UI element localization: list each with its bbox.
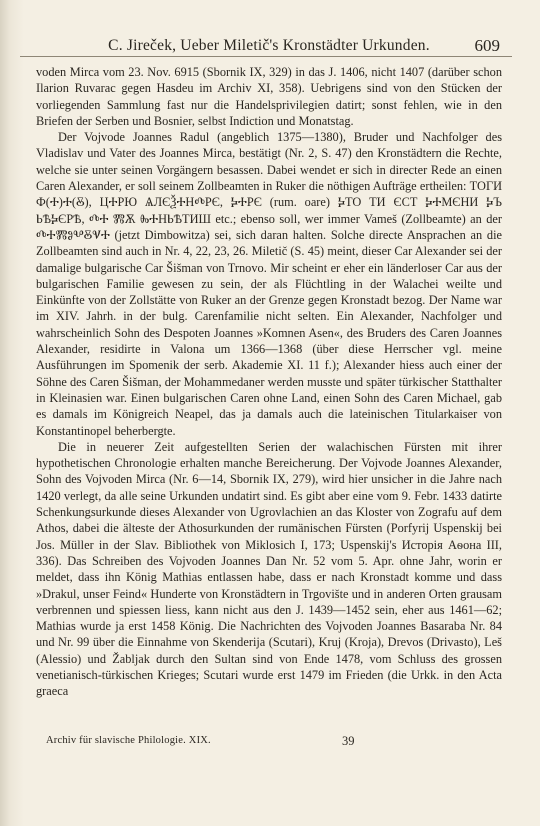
page-footer [36, 733, 502, 749]
journal-title: Archiv für slavische Philologie. XIX. [46, 735, 211, 746]
paragraph-3: Die in neuerer Zeit aufgestellten Serien der walachischen Fürsten mit ihrer hypothetischen Chronologie erhalten manche Bereicherung. Der Vojvode Joannes Alexander, Sohn des Vojvoden Mirca (Nr. 6—14, Sbornik IX, 279), wird hier unsicher in die Jahre nach 1420 verlegt, da alle seine Urkunden undatirt sind. Es gibt aber eine vom 9. Febr. 1433 datirte Schenkungsurkunde dieses Alexander von Ugrovlachien an das Kloster von Zografu auf dem Athos, dabei die älteste der Athosurkunden der rumänischen Fürsten (Porfyrij Uspenskij bei Jos. Müller in der Slav. Bibliothek von Miklosich I, 173; Uspenskij's Исторія Аѳона III, 336). Das Schreiben des Vojvoden Joannes Dan Nr. 52 vom 5. Apr. ohne Jahr, worin er meldet, dass ihn König Mathias entlassen habe, dass er nach Kronstadt komme und dass »Drakul, unser Feind« Hunderte von Kronstädtern in Trgovište und in anderen Orten grausam verbrennen und spiessen liess, kann nicht aus den J. 1439—1452 sein, eher aus 1461—62; Mathias wurde ja erst 1458 König. Die Nachrichten des Vojvoden Joannes Basaraba Nr. 84 und Nr. 99 über die Einnahme von Skenderija (Scutari), Kruj (Kroja), Drevos (Drivasto), Leš (Alessio) und Žabljak durch den Sultan sind von Ende 1478, vom Schluss des grossen venetianisch-türkischen Krieges; Scutari wurde erst 1479 im Frieden (die Urkk. in den Acta graeca [36, 439, 502, 699]
signature-mark: 39 [342, 734, 355, 748]
body-text [36, 64, 502, 700]
header-rule [20, 56, 512, 57]
paragraph-2: Der Vojvode Joannes Radul (angeblich 1375—1380), Bruder und Nachfolger des Vladislav und Vater des Joannes Mirca, bestätigt (Nr. 2, S. 47) den Kronstädtern die Rechte, welche sie unter seinen Vorgängern besassen. Dabei wendet er sich in directer Rede an einen Caren Alexander, er soll seinem Zollbeamten in Ruker die nöthigen Aufträge ertheilen: ТОГИ Ф(Ⰰ)Ⰰ(Ⰻ), ЦⰀРЮ ѦЛЄѮⰀНⰄРЄ, ⰍⰀРЄ (rum. oare) ⰍТО ТИ ЄСТ ⰍⰀМЄНИ ⰍЪ ⰓѢⰍЄРѢ, ⰄⰀ ⰏѪ ⰈⰀНⰓѢТИШ etc.; ebenso soll, wer immer Vameš (Zollbeamte) an der ⰄⰀⰏⰑⰂⰋⰜⰀ (jetzt Dimbowitza) sei, sich daran halten. Solche directe Ansprachen an die Zollbeamten sind auch in Nr. 4, 22, 23, 26. Miletič (S. 45) meint, dieser Car Alexander sei der damalige bulgarische Car Šišman von Trnovo. Mir scheint er eher ein länderloser Car aus der bulgarischen Familie gewesen zu sein, der als Flüchtling in der Walachei weilte und Einkünfte von der Zollstätte von Ruker an der Grenze gegen Kronstadt bezog. Der Name war im XIV. Jahrh. in der bulg. Carenfamilie nicht selten. Ein Alexander, Nachfolger und wahrscheinlich Sohn des Despoten Joannes »Komnen Asen«, des Bruders des Caren Joannes Alexander, residirte in Valona um 1366—1368 (über diese Herrscher vgl. meine Ausführungen im Spomenik der serb. Akademie XI. 11 f.); Alexander hiess auch einer der Söhne des Caren Šišman, der Mohammedaner werden musste und später türkischer Statthalter in Kleinasien war. Einen bulgarischen Caren ohne Land, einen Sohn des Caren Michael, gab es damals im Königreich Neapel, das ja damals auch die lateinischen Titularkaiser von Konstantinopel beherbergte. [36, 130, 502, 438]
running-title: C. Jireček, Ueber Miletič's Kronstädter Urkunden. [108, 37, 430, 54]
paragraph-1: voden Mirca vom 23. Nov. 6915 (Sbornik IX, 329) in das J. 1406, nicht 1407 (darüber schon Ilarion Ruvarac gegen Hasdeu im Archiv XI, 358). Uebrigens sind von den Stücken der vorliegenden Sammlung fast nur die Handelsprivilegien datirt; sonst fehlen, wie in den Briefen der Serben und Bosnier, selbst Indiction und Monatstag. [36, 65, 502, 128]
page-number: 609 [474, 36, 500, 55]
